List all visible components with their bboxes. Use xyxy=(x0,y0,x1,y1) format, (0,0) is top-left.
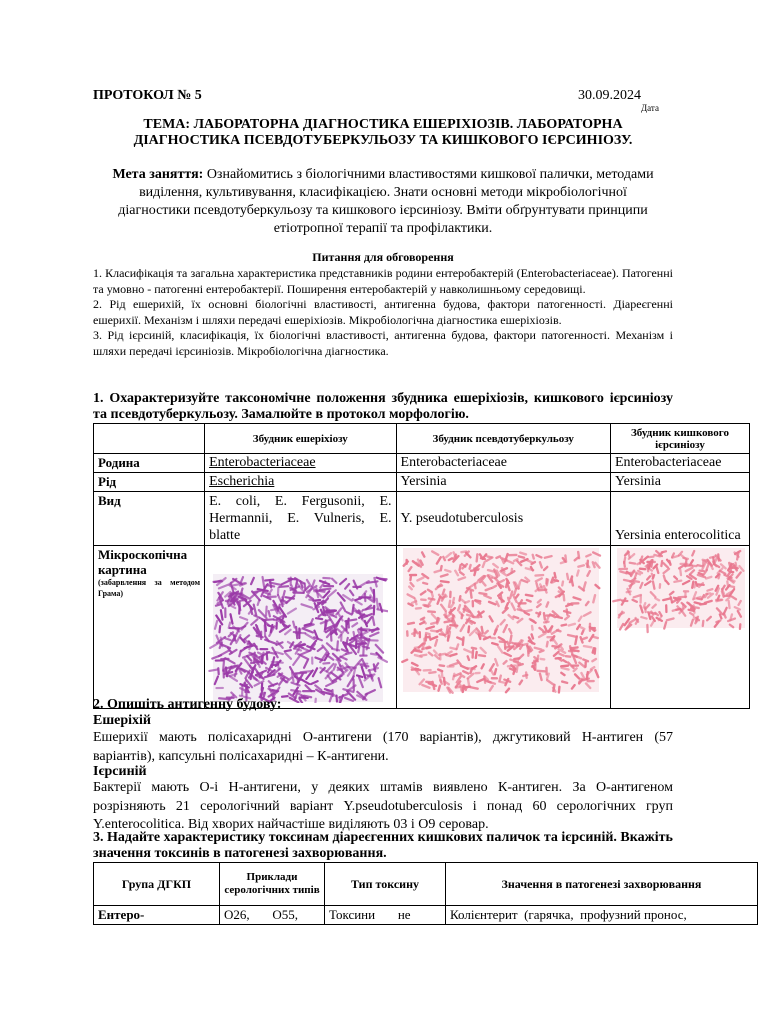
table-cell: Yersinia enterocolitica xyxy=(610,492,749,546)
table-cell: Yersinia xyxy=(610,473,749,492)
table-cell xyxy=(610,546,749,709)
table-row xyxy=(94,454,750,473)
goal-text: Ознайомитись з біологічними властивостями кишкової палички, методами виділення, культивування, класифікацією. Знати основні методи мікробіологічної діагностики псевдотуберкульозу та кишкового ієрсиніозу. Вміти обґрунтувати принципи етіотропної терапії та профілактики. xyxy=(118,167,654,236)
date-label: Дата xyxy=(641,103,659,113)
table-header-empty xyxy=(94,424,205,454)
table-header: Група ДГКП xyxy=(94,863,220,906)
table-row xyxy=(94,906,758,925)
questions-heading: Питання для обговорення xyxy=(312,250,454,264)
escherichia-heading: Ешеріхій xyxy=(93,713,152,728)
yersinia-heading: Ієрсиній xyxy=(93,764,147,779)
escherichia-text: Ешерихії мають полісахаридні О-антигени (170 варіантів), джгутиковий Н-антиген (57 варіантів), капсульні полісахаридні – К-антигени. xyxy=(93,730,673,764)
table-cell: Ентеро- xyxy=(94,906,220,925)
table-cell: Enterobacteriaceae xyxy=(610,454,749,473)
goal-paragraph xyxy=(103,166,663,238)
table-cell: O26, O55, xyxy=(220,906,325,925)
table-cell: E. coli, E. Fergusonii, E. Hermannii, E. Vulneris, E. blatte xyxy=(205,492,396,546)
table-header: Тип токсину xyxy=(325,863,446,906)
taxonomy-table xyxy=(93,423,750,709)
yersinia-text: Бактерії мають О-і Н-антигени, у деяких штамів виявлено К-антиген. За О-антигеном розрізняють 21 серологічний варіант Y.pseudotuberculosis і понад 60 серологічних груп Y.enterocolitica. Від хворих найчастіше виділяють 03 і О9 серовар. xyxy=(93,780,673,832)
ecoli-micrograph xyxy=(205,546,388,703)
table-cell xyxy=(396,546,610,709)
micro-label: Мікроскопічна картина xyxy=(98,547,188,577)
table-row xyxy=(94,492,750,546)
protocol-number: ПРОТОКОЛ № 5 xyxy=(93,88,202,103)
table-cell: Enterobacteriaceae xyxy=(396,454,610,473)
table-header: Збудник ешеріхіозу xyxy=(205,424,396,454)
task1-title: 1. Охарактеризуйте таксономічне положення збудника ешеріхіозів, кишкового ієрсиніозу та псевдотуберкульозу. Замалюйте в протокол морфологію. xyxy=(93,391,673,422)
pseudotuberculosis-micrograph xyxy=(397,546,603,703)
table-row xyxy=(94,546,750,709)
table-cell: Enterobacteriaceae xyxy=(205,454,396,473)
table-header: Значення в патогенезі захворювання xyxy=(446,863,758,906)
toxin-table xyxy=(93,862,758,925)
micro-note: (забарвлення за методом Грама) xyxy=(98,578,201,598)
table-cell: Y. pseudotuberculosis xyxy=(396,492,610,546)
goal-label: Мета заняття: xyxy=(112,167,204,182)
table-cell: Yersinia xyxy=(396,473,610,492)
micro-label-cell xyxy=(94,546,205,709)
table-row xyxy=(94,473,750,492)
question-item: 2. Рід ешерихій, їх основні біологічні властивості, антигенна будова, фактори патогенності. Діареєгенні ешерихії. Механізм і шляхи передачі ешеріхіозів. Мікробіологічна діагностика ешеріхіозів. xyxy=(93,297,673,327)
table-header: Приклади серологічних типів xyxy=(220,863,325,906)
row-label: Вид xyxy=(94,492,205,546)
protocol-date: 30.09.2024 xyxy=(578,88,641,103)
questions-list xyxy=(93,266,673,359)
row-label: Родина xyxy=(94,454,205,473)
task2-title: 2. Опишіть антигенну будову: xyxy=(93,697,282,712)
table-header: Збудник псевдотуберкульозу xyxy=(396,424,610,454)
table-cell: Escherichia xyxy=(205,473,396,492)
table-cell: Колієнтерит (гарячка, профузний пронос, xyxy=(446,906,758,925)
enterocolitica-micrograph xyxy=(611,546,749,703)
table-cell xyxy=(205,546,396,709)
question-item: 1. Класифікація та загальна характеристика представників родини ентеробактерій (Enterobacteriaceae). Патогенні та умовно - патогенні ентеробактерії. Поширення ентеробактерій у навколишньому середовищі. xyxy=(93,266,673,296)
task3-title: 3. Надайте характеристику токсинам діареєгенних кишкових паличок та ієрсиній. Вкажіть значення токсинів в патогенезі захворювання. xyxy=(93,830,673,861)
table-header: Збудник кишкового ієрсиніозу xyxy=(610,424,749,454)
table-cell: Токсини не xyxy=(325,906,446,925)
page-title: ТЕМА: ЛАБОРАТОРНА ДІАГНОСТИКА ЕШЕРІХІОЗІВ. ЛАБОРАТОРНА ДІАГНОСТИКА ПСЕВДОТУБЕРКУЛЬОЗУ ТА КИШКОВОГО ІЄРСИНІОЗУ. xyxy=(133,117,633,148)
question-item: 3. Рід ієрсиній, класифікація, їх біологічні властивості, антигенна будова, фактори патогенності. Механізм і шляхи передачі ієрсиніозів. Мікробіологічна діагностика. xyxy=(93,328,673,358)
row-label: Рід xyxy=(94,473,205,492)
